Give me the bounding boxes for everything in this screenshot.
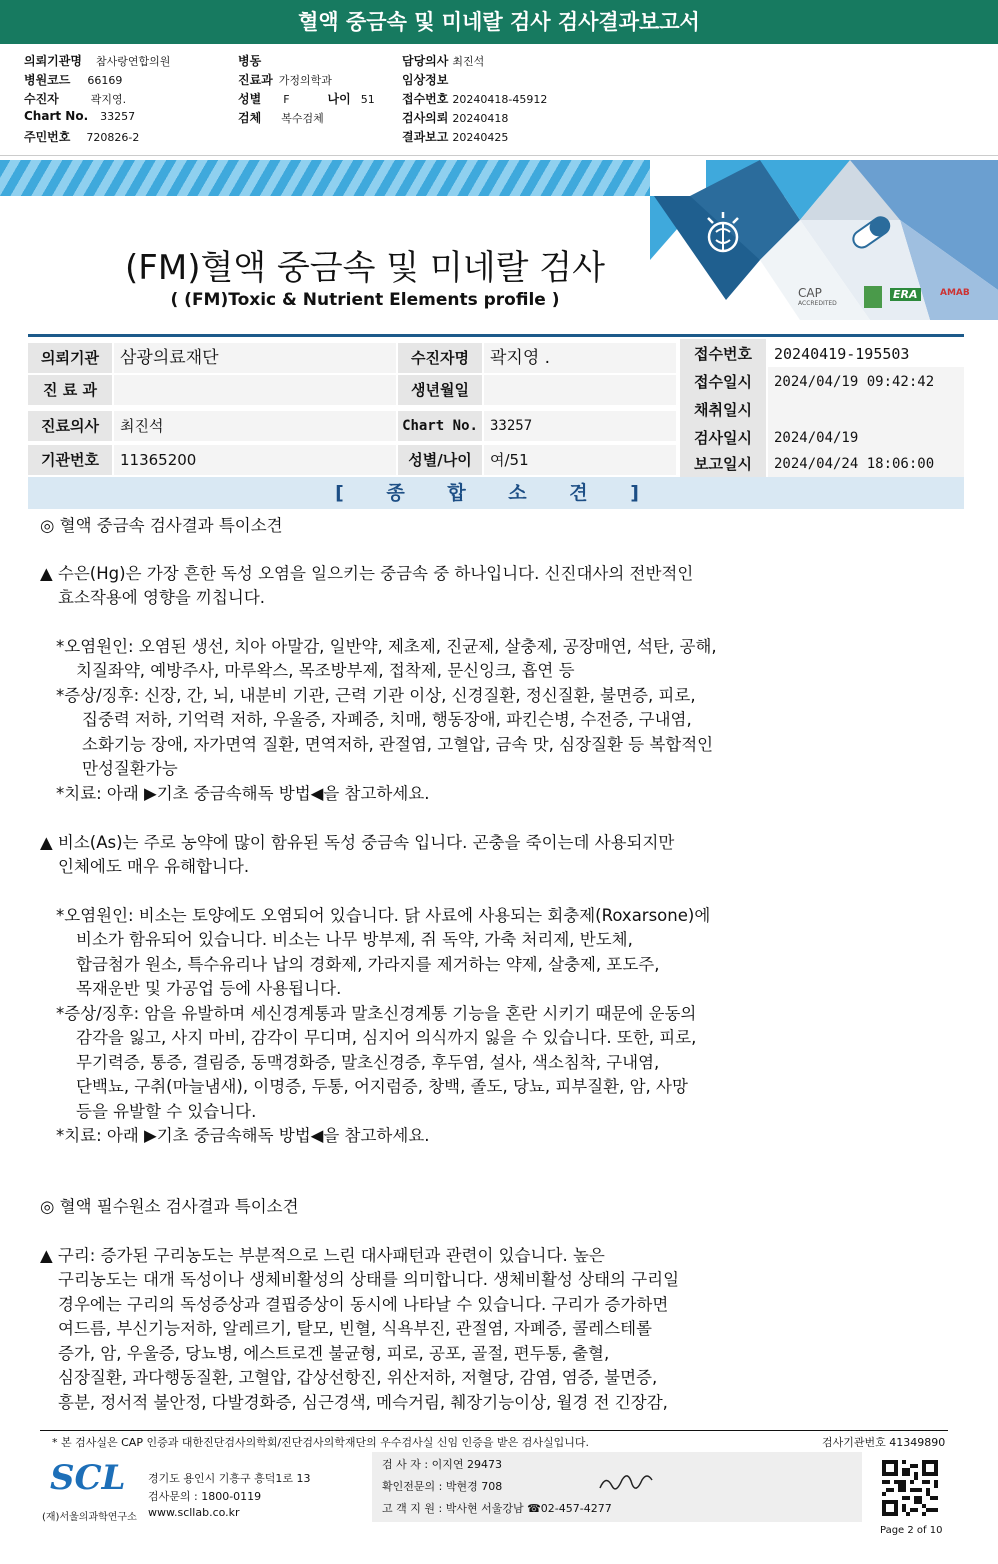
text-line: 만성질환가능 — [82, 759, 178, 778]
value-doctor: 최진석 — [114, 411, 396, 441]
page-number: Page 2 of 10 — [880, 1525, 943, 1536]
tester-info: 검 사 자 : 이지연 29473 — [382, 1458, 502, 1471]
text-line: 인체에도 매우 유해합니다. — [58, 857, 250, 876]
summary-heading: [ 종 합 소 견 ] — [28, 477, 964, 509]
lab-name: (재)서울의과학연구소 — [42, 1512, 137, 1523]
text-line: 경우에는 구리의 독성증상과 결핍증상이 동시에 나타날 수 있습니다. 구리가 증가하면 — [58, 1295, 669, 1314]
footer-note: * 본 검사실은 CAP 인증과 대한진단검사의학회/진단검사의학재단의 우수검사실 신임 인증을 받은 검사실입니다. — [52, 1436, 590, 1449]
text-line: *치료: 아래 ▶기초 중금속해독 방법◀을 참고하세요. — [56, 1126, 430, 1145]
page-title: (FM)혈액 중금속 및 미네랄 검사 — [125, 248, 605, 288]
text-line: 합금첨가 원소, 특수유리나 납의 경화제, 가라지를 제거하는 약제, 살충제, 포도주, — [76, 955, 660, 974]
info-ward: 병동 — [238, 54, 262, 68]
info-doctor: 담당의사 최진석 — [402, 54, 485, 68]
section-heading-heavy-metal: ◎ 혈액 중금속 검사결과 특이소견 — [40, 516, 283, 535]
info-dept: 진료과 가정의학과 — [238, 73, 332, 87]
lab-address: 경기도 용인시 기흥구 흥덕1로 13 — [148, 1472, 311, 1485]
value-patient-name: 곽지영 . — [484, 343, 676, 373]
text-line: *오염원인: 비소는 토양에도 오염되어 있습니다. 닭 사료에 사용되는 회충제(Roxarsone)에 — [56, 906, 711, 925]
top-info-panel — [0, 44, 998, 156]
info-sex: 성별 F 나이 51 — [238, 92, 375, 106]
text-line: 구리농도는 대개 독성이나 생체비활성의 상태를 의미합니다. 생체비활성 상태의 구리일 — [58, 1270, 680, 1289]
era-logo: ERA — [890, 288, 921, 301]
lab-phone: 검사문의 : 1800-0119 — [148, 1490, 262, 1503]
value-receipt-no: 20240419-195503 — [774, 345, 910, 363]
text-line: 집중력 저하, 기억력 저하, 우울증, 자폐증, 치매, 행동장애, 파킨슨병, 수전증, 구내염, — [82, 710, 692, 729]
value-dept — [114, 375, 396, 405]
text-line: 감각을 잃고, 사지 마비, 감각이 무디며, 심지어 의식까지 잃을 수 있습니다. 또한, 피로, — [76, 1028, 697, 1047]
text-line: 흥분, 정서적 불안정, 다발경화증, 심근경색, 메슥거림, 췌장기능이상, 월경 전 긴장감, — [58, 1393, 668, 1412]
specialist-info: 확인전문의 : 박현경 708 — [382, 1480, 503, 1493]
label-chart-no: Chart No. — [398, 411, 482, 441]
text-line: *오염원인: 오염된 생선, 치아 아말감, 일반약, 제초제, 진균제, 살충제, 공장매연, 석탄, 공해, — [56, 637, 717, 656]
section-heading-essential: ◎ 혈액 필수원소 검사결과 특이소견 — [40, 1197, 299, 1216]
label-receipt-time: 접수일시 — [680, 367, 766, 397]
info-recno: 접수번호 20240418-45912 — [402, 92, 548, 106]
text-line: *증상/징후: 신장, 간, 뇌, 내분비 기관, 근력 기관 이상, 신경질환, 정신질환, 불면증, 피로, — [56, 686, 696, 705]
info-report: 결과보고 20240425 — [402, 130, 509, 144]
text-line: 목재운반 및 가공업 등에 사용됩니다. — [76, 979, 342, 998]
label-report-time: 보고일시 — [680, 449, 766, 479]
qr-code — [882, 1460, 938, 1516]
amab-logo: AMAB — [940, 288, 970, 298]
value-report-time: 2024/04/24 18:06:00 — [768, 449, 964, 479]
info-specimen: 검체 복수검체 — [238, 111, 324, 125]
text-line: 효소작용에 영향을 끼칩니다. — [58, 588, 266, 607]
report-title-bar: 혈액 중금속 및 미네랄 검사 검사결과보고서 — [0, 0, 998, 44]
text-line: 등을 유발할 수 있습니다. — [76, 1102, 257, 1121]
finding-mercury: ▲ 수은(Hg)은 가장 흔한 독성 오염을 일으키는 중금속 중 하나입니다. 신진대사의 전반적인 — [40, 564, 694, 583]
finding-copper: ▲ 구리: 증가된 구리농도는 부분적으로 느린 대사패턴과 관련이 있습니다. 높은 — [40, 1246, 605, 1265]
value-inst-code: 11365200 — [114, 445, 396, 475]
info-request: 검사의뢰 20240418 — [402, 111, 509, 125]
lm-logo — [864, 286, 882, 308]
label-inst-code: 기관번호 — [28, 445, 112, 475]
text-line: 무기력증, 통증, 결림증, 동맥경화증, 말초신경증, 후두염, 설사, 색소침착, 구내염, — [76, 1053, 660, 1072]
label-birthdate: 생년월일 — [398, 375, 482, 405]
label-collection-time: 채취일시 — [680, 395, 766, 425]
label-receipt-no: 접수번호 — [680, 339, 766, 369]
value-institution: 삼광의료재단 — [114, 343, 396, 373]
text-line: 단백뇨, 구취(마늘냄새), 이명증, 두통, 어지럼증, 창백, 졸도, 당뇨, 피부질환, 암, 사망 — [76, 1077, 688, 1096]
info-ssn: 주민번호 720826-2 — [24, 130, 140, 144]
signature-image — [596, 1470, 656, 1496]
value-sex-age: 여/51 — [484, 445, 676, 475]
text-line: 비소가 함유되어 있습니다. 비소는 나무 방부제, 쥐 독약, 가축 처리제, 반도체, — [76, 930, 633, 949]
label-test-time: 검사일시 — [680, 423, 766, 453]
patient-info-table — [28, 334, 964, 473]
label-doctor: 진료의사 — [28, 411, 112, 441]
info-chart: Chart No. 33257 — [24, 109, 136, 123]
finding-arsenic: ▲ 비소(As)는 주로 농약에 많이 함유된 독성 중금속 입니다. 곤충을 죽이는데 사용되지만 — [40, 833, 675, 852]
text-line: 소화기능 장애, 자가면역 질환, 면역저하, 관절염, 고혈압, 금속 맛, 심장질환 등 복합적인 — [82, 735, 714, 754]
value-collection-time — [768, 395, 964, 425]
text-line: *증상/징후: 암을 유발하며 세신경계통과 말초신경계통 기능을 혼란 시키기 때문에 운동의 — [56, 1004, 697, 1023]
text-line: 여드름, 부신기능저하, 알레르기, 탈모, 빈혈, 식욕부진, 관절염, 자폐증, 콜레스테롤 — [58, 1319, 652, 1338]
text-line: 증가, 암, 우울증, 당뇨병, 에스트로겐 불균형, 피로, 공포, 골절, 편두통, 출혈, — [58, 1344, 610, 1363]
cap-logo: CAP ACCREDITED — [798, 286, 837, 307]
label-sex-age: 성별/나이 — [398, 445, 482, 475]
text-line: 치질좌약, 예방주사, 마루왁스, 목조방부제, 접착제, 문신잉크, 흡연 등 — [76, 661, 575, 680]
label-patient-name: 수진자명 — [398, 343, 482, 373]
value-birthdate — [484, 375, 676, 405]
capsule-icon — [846, 212, 896, 252]
info-clinical: 임상정보 — [402, 73, 449, 87]
support-info: 고 객 지 원 : 박사현 서울강남 ☎02-457-4277 — [382, 1502, 612, 1515]
value-receipt-time: 2024/04/19 09:42:42 — [768, 367, 964, 397]
footer-divider — [40, 1430, 948, 1431]
info-inst: 의뢰기관명 참사랑연합의원 — [24, 54, 171, 68]
lab-website[interactable]: www.scllab.co.kr — [148, 1506, 240, 1519]
text-line: *치료: 아래 ▶기초 중금속해독 방법◀을 참고하세요. — [56, 784, 430, 803]
text-line: 심장질환, 과다행동질환, 고혈압, 갑상선항진, 위산저하, 저혈당, 감염, 염증, 불면증, — [58, 1368, 658, 1387]
page-subtitle: ( (FM)Toxic & Nutrient Elements profile ) — [170, 290, 560, 310]
scl-logo: SCL — [50, 1458, 126, 1498]
value-test-time: 2024/04/19 — [768, 423, 964, 453]
info-hospcode: 병원코드 66169 — [24, 73, 123, 87]
value-chart-no: 33257 — [484, 411, 676, 441]
info-patient: 수진자 곽지영. — [24, 92, 127, 106]
label-institution: 의뢰기관 — [28, 343, 112, 373]
label-dept: 진 료 과 — [28, 375, 112, 405]
lab-number: 검사기관번호 41349890 — [822, 1436, 946, 1449]
